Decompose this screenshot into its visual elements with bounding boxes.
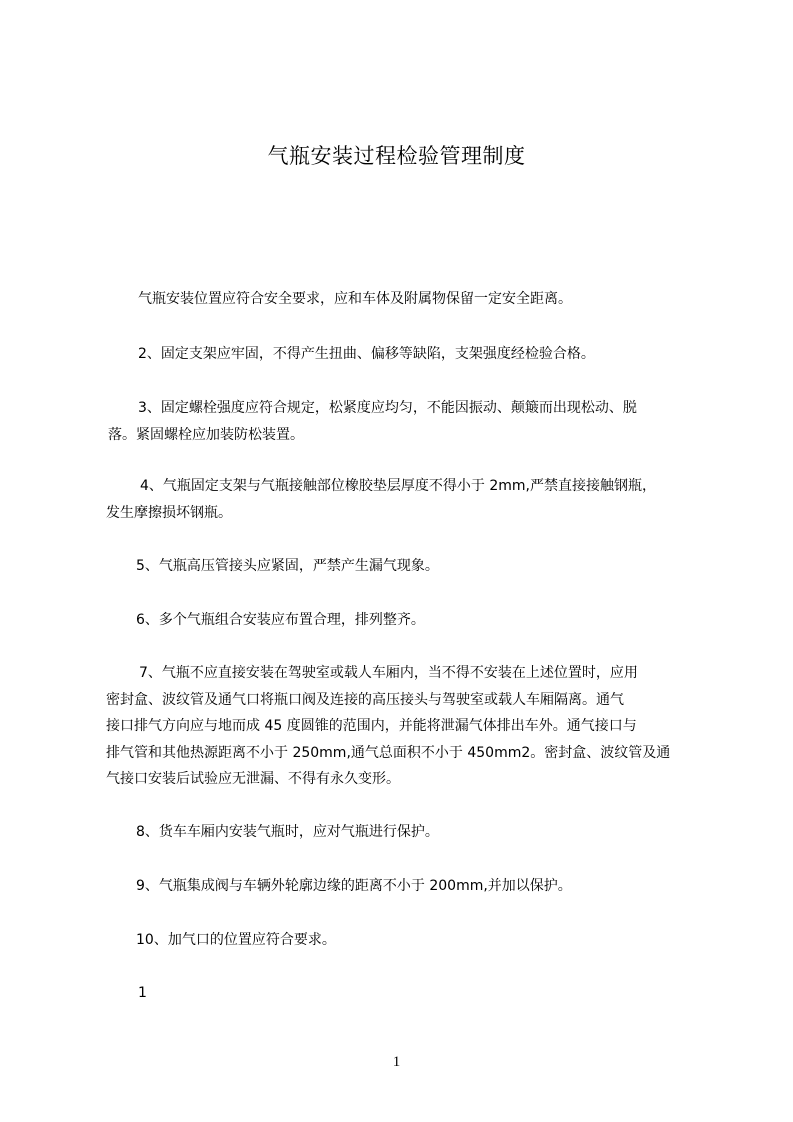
document-title: 气瓶安装过程检验管理制度 [267,144,526,168]
paragraph-line: 密封盒、波纹管及通气口将瓶口阀及连接的高压接头与驾驶室或载人车厢隔离。通气 [106,691,624,708]
paragraph-11 [138,980,147,1007]
paragraph-2 [138,341,595,368]
paragraph-9 [136,873,572,900]
paragraph-line: 10、加气口的位置应符合要求。 [136,932,336,948]
paragraph-3 [108,395,637,449]
paragraph-line: 气接口安装后试验应无泄漏、不得有永久变形。 [106,771,400,787]
paragraph-line: 发生摩擦损坏钢瓶。 [106,505,232,521]
paragraph-line: 3、固定螺栓强度应符合规定，松紧度应均匀，不能因振动、颠簸而出现松动、脱 [138,400,637,416]
paragraph-10 [136,927,336,954]
paragraph-line: 接口排气方向应与地而成 45 度圆锥的范围内，并能将泄漏气体排出车外。通气接口与 [106,718,637,734]
paragraph-5 [136,553,439,580]
paragraph-line: 落。紧固螺栓应加装防松装置。 [108,427,304,443]
paragraph-1 [138,286,572,313]
paragraph-7 [106,660,670,793]
paragraph-line: 6、多个气瓶组合安装应布置合理，排列整齐。 [136,612,425,628]
paragraph-line: 5、气瓶高压管接头应紧固，严禁产生漏气现象。 [136,558,439,574]
page-number: 1 [392,1054,401,1070]
paragraph-line: 4、气瓶固定支架与气瓶接触部位橡胶垫层厚度不得小于 2mm,严禁直接接触钢瓶， [140,478,656,494]
paragraph-line: 1 [138,985,147,1001]
paragraph-line: 9、气瓶集成阀与车辆外轮廓边缘的距离不小于 200mm,并加以保护。 [136,878,572,894]
paragraph-line: 2、固定支架应牢固，不得产生扭曲、偏移等缺陷，支架强度经检验合格。 [138,346,595,362]
paragraph-8 [136,819,439,846]
paragraph-line: 8、货车车厢内安装气瓶时，应对气瓶进行保护。 [136,824,439,840]
paragraph-line: 气瓶安装位置应符合安全要求，应和车体及附属物保留一定安全距离。 [138,291,572,307]
paragraph-6 [136,607,425,634]
paragraph-line: 7、气瓶不应直接安装在驾驶室或载人车厢内，当不得不安装在上述位置时，应用 [139,665,638,681]
paragraph-line: 排气管和其他热源距离不小于 250mm,通气总面积不小于 450mm2。密封盒、波纹管及通 [106,744,671,761]
paragraph-4 [106,473,656,527]
